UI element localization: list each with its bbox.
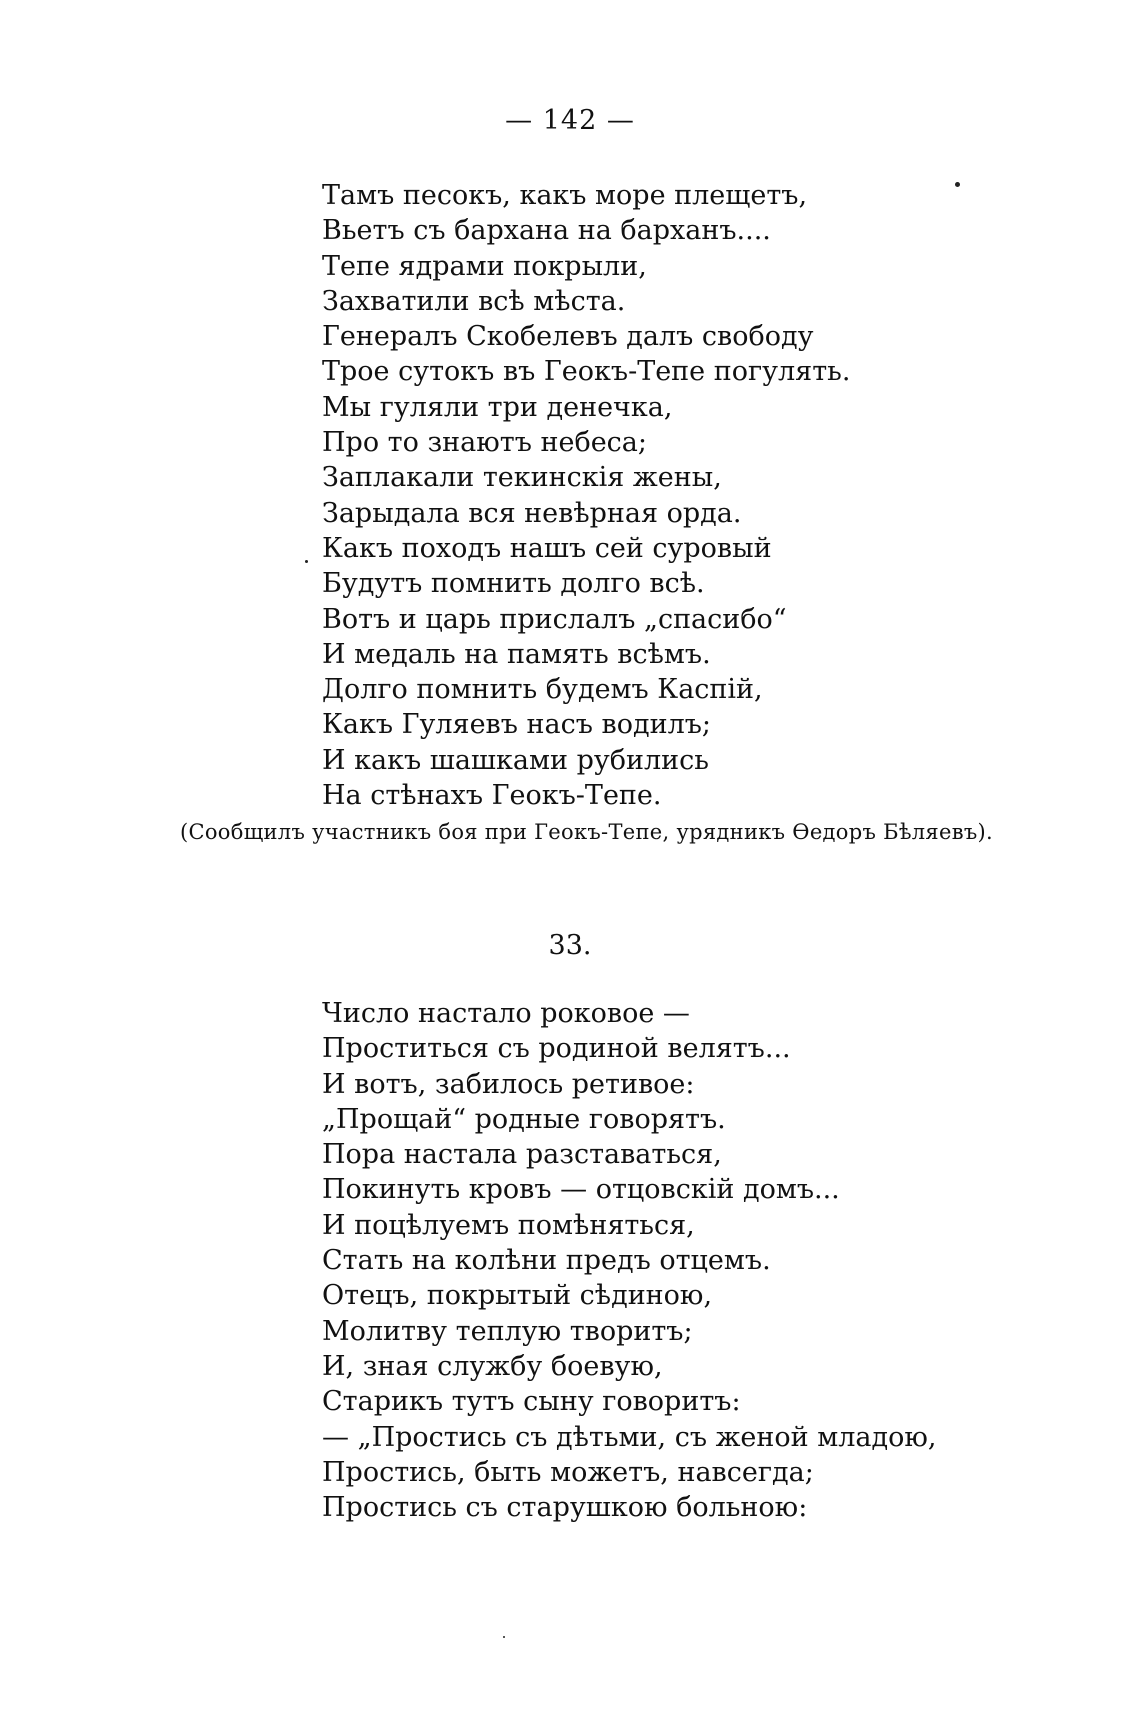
poem-line: Покинуть кровъ — отцовскій домъ... <box>322 1174 840 1206</box>
poem-line: Про то знаютъ небеса; <box>322 427 647 459</box>
poem-line: Пора настала разставаться, <box>322 1139 722 1171</box>
poem-line: Вьетъ съ бархана на барханъ.... <box>322 215 771 247</box>
poem-line: Проститься съ родиной велятъ... <box>322 1033 791 1065</box>
poem-line: Тамъ песокъ, какъ море плещетъ, <box>322 180 808 211</box>
poem-line: Тепе ядрами покрыли, <box>322 250 647 282</box>
poem-line: Долго помнить будемъ Каспій, <box>322 674 763 706</box>
poem-line: И поцѣлуемъ помѣняться, <box>322 1209 695 1241</box>
poem-line: Простись съ старушкою больною: <box>322 1492 808 1524</box>
poem-line: Отецъ, покрытый сѣдиною, <box>322 1280 713 1312</box>
poem-line: Вотъ и царь прислалъ „спасибо“ <box>322 603 787 635</box>
poem-line: Захватили всѣ мѣста. <box>322 285 626 317</box>
poem-line: Заплакали текинскія жены, <box>322 462 722 494</box>
poem-33-number: 33. <box>548 930 592 961</box>
poem-line: — „Простись съ дѣтьми, съ женой младою, <box>322 1421 937 1453</box>
poem-line: Будутъ помнить долго всѣ. <box>322 568 705 600</box>
poem-line: Простись, быть можетъ, навсегда; <box>322 1456 814 1488</box>
poem-line: Зарыдала вся невѣрная орда. <box>322 497 742 529</box>
page-number: — 142 — <box>505 105 635 136</box>
poem-line: „Прощай“ родные говорятъ. <box>322 1103 726 1135</box>
poem-line: И, зная службу боевую, <box>322 1350 663 1382</box>
poem-line: Старикъ тутъ сыну говоритъ: <box>322 1386 741 1418</box>
poem-line: Мы гуляли три денечка, <box>322 391 673 423</box>
scan-speck <box>305 560 308 563</box>
poem-line: Молитву теплую творитъ; <box>322 1315 693 1347</box>
poem-33-stanza <box>322 996 936 1525</box>
poem-line: Генералъ Скобелевъ далъ свободу <box>322 321 814 353</box>
poem-line: Какъ походъ нашъ сей суровый <box>322 532 772 564</box>
poem-line: И медаль на память всѣмъ. <box>322 638 711 670</box>
scan-speck <box>955 182 960 187</box>
poem-line: На стѣнахъ Геокъ-Тепе. <box>322 780 662 812</box>
poem-line: И вотъ, забилось ретивое: <box>322 1068 695 1100</box>
poem-line: Стать на колѣни предъ отцемъ. <box>322 1245 771 1277</box>
scan-speck <box>503 1636 505 1638</box>
poem-32-stanza <box>322 178 850 813</box>
poem-32-attribution: (Сообщилъ участникъ боя при Геокъ-Тепе, урядникъ Ѳедоръ Бѣляевъ). <box>180 820 993 844</box>
poem-line: Число настало роковое — <box>322 998 690 1029</box>
poem-line: Трое сутокъ въ Геокъ-Тепе погулять. <box>322 356 851 388</box>
poem-line: И какъ шашками рубились <box>322 744 709 776</box>
poem-line: Какъ Гуляевъ насъ водилъ; <box>322 709 711 741</box>
